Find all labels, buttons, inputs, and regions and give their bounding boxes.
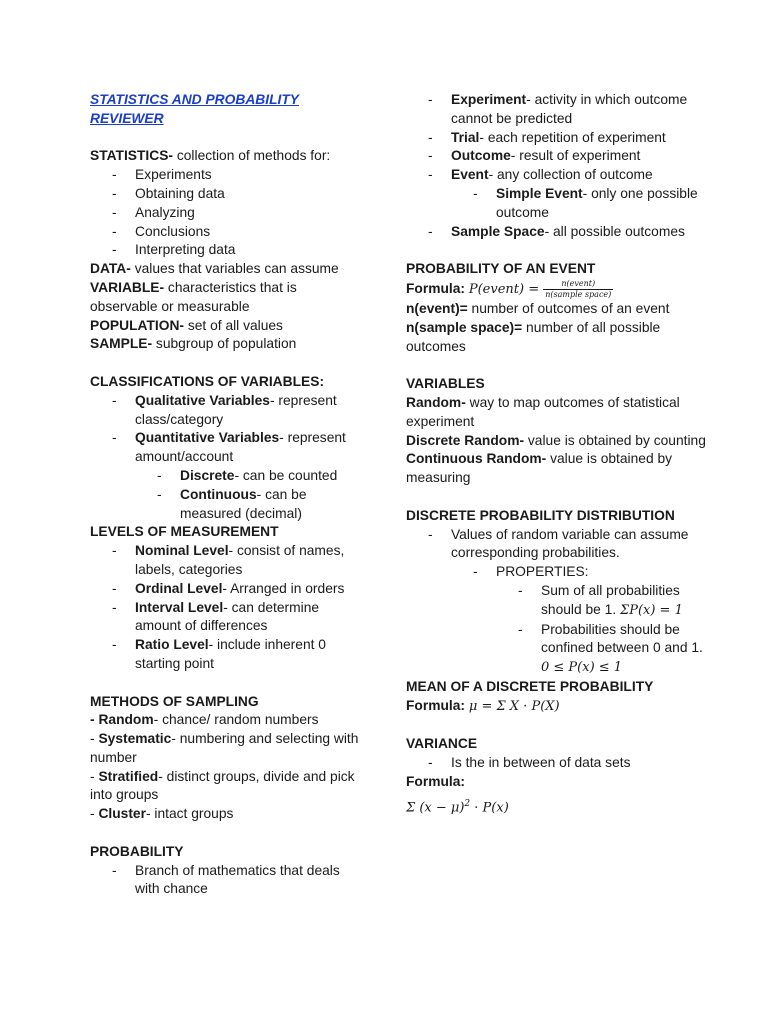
list-item (406, 582, 706, 621)
list-item: - Branch of mathematics that deals with chance (90, 862, 365, 900)
property-text: Sum of all probabilities should be 1. (541, 582, 680, 617)
list-item (406, 129, 706, 148)
list-item (90, 429, 365, 467)
term-label: Nominal Level (135, 543, 229, 559)
section-heading-mean: MEAN OF A DISCRETE PROBABILITY (406, 678, 654, 694)
list-item (90, 486, 365, 524)
property-formula: 0 ≤ P(x) ≤ 1 (541, 660, 623, 676)
list-item (90, 730, 365, 768)
list-item (406, 621, 706, 678)
list-item (406, 185, 706, 223)
formula-label: Formula: (406, 773, 466, 789)
section-heading-variance: VARIANCE (406, 736, 478, 752)
list-item (90, 636, 365, 674)
term-definition: - consist of names, labels, categories (135, 543, 345, 577)
term-definition: set of all values (184, 317, 283, 333)
term-label: Ordinal Level (135, 580, 223, 596)
n-event-definition (406, 300, 706, 319)
formula-expression: Σ (x − μ) (406, 800, 465, 816)
term-definition: value is obtained by measuring (406, 451, 673, 486)
formula-expression: μ = Σ X · P(X) (468, 698, 560, 714)
list-item: - Experiments (90, 166, 365, 185)
list-item: - Obtaining data (90, 185, 365, 204)
term-definition: - result of experiment (510, 148, 641, 164)
term-label: Interval Level (135, 599, 224, 615)
list-item (406, 147, 706, 166)
term-label: STATISTICS- (90, 148, 174, 164)
data-definition (90, 260, 365, 279)
prob-event-formula (406, 279, 706, 300)
term-definition: - any collection of outcome (488, 167, 653, 183)
term-definition: number of outcomes of an event (467, 300, 670, 316)
term-definition: - intact groups (145, 806, 234, 822)
property-text: Probabilities should be confined between 0 and 1. (541, 621, 703, 656)
sample-definition (90, 335, 365, 354)
term-label: Stratified (98, 768, 159, 784)
term-label: Random- (406, 394, 466, 410)
term-label: n(sample space)= (406, 319, 523, 335)
list-item (90, 392, 365, 430)
term-definition: values that variables can assume (130, 261, 339, 277)
list-item (90, 542, 365, 580)
n-sample-space-definition (406, 319, 706, 357)
term-label: Trial (451, 129, 480, 145)
page-title: STATISTICS AND PROBABILITY REVIEWER (90, 92, 299, 126)
term-label: Cluster (98, 806, 146, 822)
list-item: - Values of random variable can assume corresponding probabilities. (406, 526, 706, 564)
list-item: - PROPERTIES: (406, 563, 706, 582)
term-label: Sample Space (451, 223, 545, 239)
list-item: - Analyzing (90, 204, 365, 223)
random-definition (406, 394, 706, 432)
population-definition (90, 317, 365, 336)
term-label: DATA- (90, 261, 131, 277)
term-definition: - activity in which outcome cannot be predicted (451, 92, 688, 126)
right-column (406, 91, 706, 818)
section-heading-dpd: DISCRETE PROBABILITY DISTRIBUTION (406, 507, 675, 523)
list-item: - Conclusions (90, 223, 365, 242)
term-definition: - chance/ random numbers (153, 712, 319, 728)
list-item (406, 166, 706, 185)
list-item (90, 805, 365, 824)
term-definition: - all possible outcomes (544, 223, 685, 239)
list-item (90, 580, 365, 599)
term-label: POPULATION- (90, 317, 185, 333)
list-item (406, 223, 706, 242)
mean-formula (406, 697, 706, 717)
term-label: SAMPLE- (90, 336, 153, 352)
property-formula: ΣP(x) = 1 (620, 602, 683, 618)
term-label: VARIABLE- (90, 279, 165, 295)
term-label: Discrete (180, 467, 235, 483)
section-heading-prob-event: PROBABILITY OF AN EVENT (406, 261, 596, 277)
term-definition: - numbering and selecting with number (90, 731, 359, 765)
section-heading-levels: LEVELS OF MEASUREMENT (90, 524, 279, 540)
section-heading-classifications: CLASSIFICATIONS OF VARIABLES: (90, 373, 325, 389)
discrete-random-definition (406, 432, 706, 451)
term-label: n(event)= (406, 300, 468, 316)
formula-fraction (543, 279, 613, 300)
term-definition: - Arranged in orders (222, 580, 345, 596)
term-definition: - represent class/category (135, 392, 337, 427)
term-definition: - only one possible outcome (496, 185, 698, 220)
fraction-numerator: n(event) (543, 279, 613, 290)
formula-exponent: 2 (464, 798, 471, 809)
formula-expression: · P(x) (470, 800, 509, 816)
term-label: Qualitative Variables (135, 392, 270, 408)
term-definition: - can be measured (decimal) (180, 486, 307, 521)
term-label: Systematic (98, 731, 172, 747)
list-item (90, 768, 365, 806)
fraction-denominator: n(sample space) (545, 289, 612, 299)
section-heading-variables: VARIABLES (406, 376, 485, 392)
term-label: Event (451, 167, 489, 183)
term-definition: - each repetition of experiment (479, 129, 666, 145)
term-definition: - represent amount/account (135, 430, 346, 465)
term-definition: collection of methods for: (173, 148, 331, 164)
term-definition: - include inherent 0 starting point (135, 637, 326, 671)
term-definition: way to map outcomes of statistical experiment (406, 394, 680, 429)
list-item (90, 711, 365, 730)
list-item (90, 467, 365, 486)
term-definition: - can determine amount of differences (135, 599, 320, 634)
list-item (90, 599, 365, 637)
term-definition: number of all possible outcomes (406, 319, 661, 354)
term-definition: - can be counted (234, 467, 338, 483)
term-label: Outcome (451, 148, 511, 164)
term-definition: subgroup of population (152, 336, 297, 352)
statistics-definition (90, 147, 365, 166)
variable-definition (90, 279, 365, 317)
term-label: Discrete Random- (406, 432, 525, 448)
formula-label: Formula: (406, 281, 469, 297)
item-dash: - (90, 806, 99, 822)
term-definition: value is obtained by counting (524, 432, 706, 448)
term-label: Experiment (451, 92, 527, 107)
list-item: - Is the in between of data sets (406, 754, 706, 773)
term-label: Continuous (180, 486, 257, 502)
list-item: - Interpreting data (90, 241, 365, 260)
item-dash: - (90, 731, 99, 747)
term-label: Quantitative Variables (135, 430, 280, 446)
list-item (406, 91, 706, 129)
term-label: Random (98, 712, 154, 728)
item-dash: - (90, 712, 99, 728)
section-heading-probability: PROBABILITY (90, 843, 184, 859)
term-definition: characteristics that is observable or measurable (90, 279, 297, 314)
term-label: Simple Event (496, 185, 583, 201)
term-definition: - distinct groups, divide and pick into groups (90, 768, 355, 803)
section-heading-sampling: METHODS OF SAMPLING (90, 693, 259, 709)
formula-expression: P(event) = (468, 282, 544, 298)
continuous-random-definition (406, 450, 706, 488)
formula-label: Formula: (406, 697, 469, 713)
term-label: Ratio Level (135, 637, 209, 653)
item-dash: - (90, 768, 99, 784)
variance-formula (406, 795, 706, 818)
term-label: Continuous Random- (406, 451, 547, 467)
left-column (90, 91, 365, 899)
